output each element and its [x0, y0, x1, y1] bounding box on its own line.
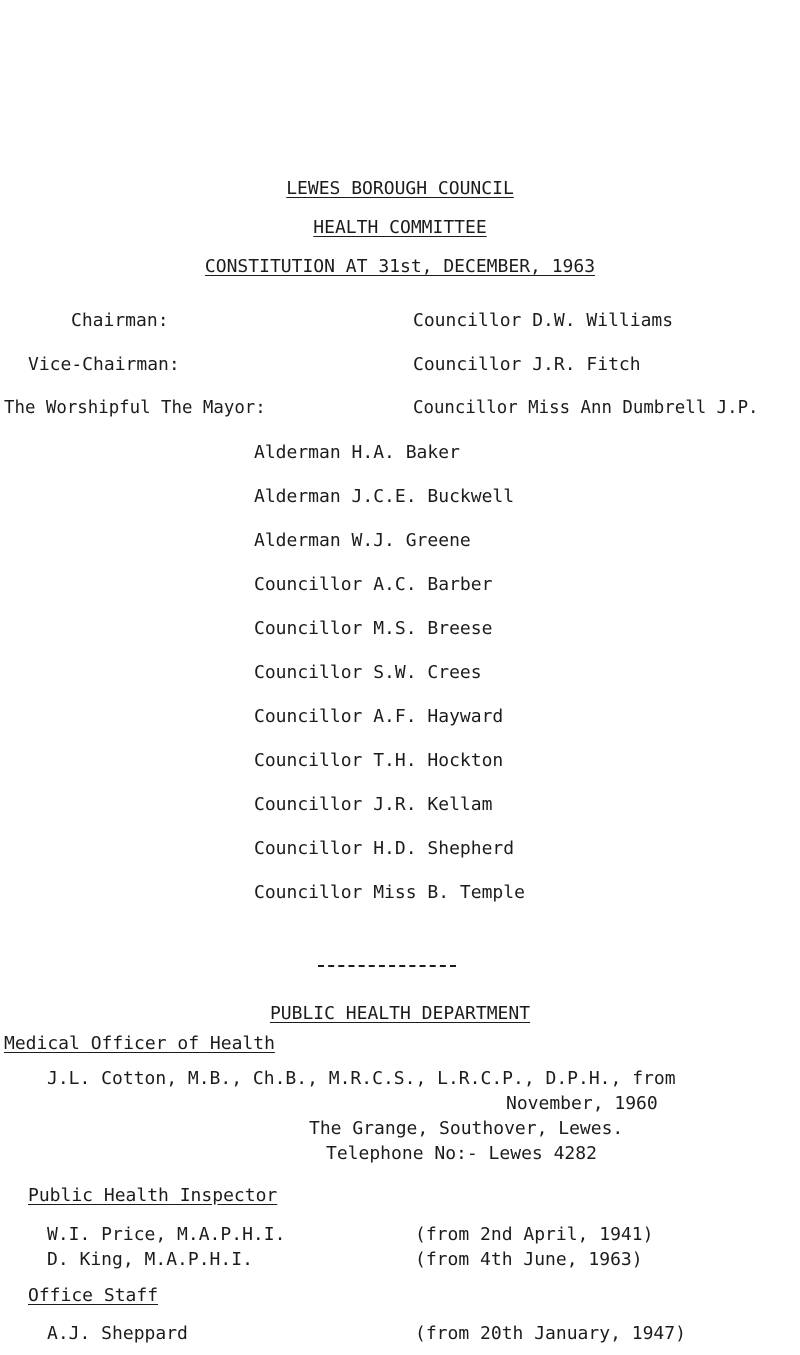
moh-heading: Medical Officer of Health [4, 1033, 275, 1054]
council-title: LEWES BOROUGH COUNCIL [286, 178, 514, 199]
constitution-date: CONSTITUTION AT 31st, DECEMBER, 1963 [204, 256, 596, 277]
member-item: Alderman W.J. Greene [254, 530, 471, 551]
member-item: Alderman H.A. Baker [254, 442, 460, 463]
mayor-name: Councillor Miss Ann Dumbrell J.P. [413, 398, 759, 418]
moh-address: The Grange, Southover, Lewes. [309, 1118, 624, 1139]
member-item: Councillor A.F. Hayward [254, 706, 504, 727]
moh-line-2: November, 1960 [506, 1093, 658, 1114]
member-item: Councillor A.C. Barber [254, 574, 493, 595]
chairman-role: Chairman: [71, 310, 169, 331]
vice-chairman-role: Vice-Chairman: [28, 354, 180, 375]
phi-name-1: W.I. Price, M.A.P.H.I. [47, 1224, 286, 1245]
phi-name-2: D. King, M.A.P.H.I. [47, 1249, 253, 1270]
member-item: Councillor Miss B. Temple [254, 882, 525, 903]
member-item: Councillor J.R. Kellam [254, 794, 493, 815]
section-divider [318, 965, 456, 967]
member-item: Councillor H.D. Shepherd [254, 838, 515, 859]
moh-line-1: J.L. Cotton, M.B., Ch.B., M.R.C.S., L.R.C.P., D.P.H., from [47, 1068, 676, 1089]
phi-heading: Public Health Inspector [28, 1185, 278, 1206]
committee-title: HEALTH COMMITTEE [313, 217, 487, 238]
staff-name: A.J. Sheppard [47, 1323, 188, 1344]
chairman-name: Councillor D.W. Williams [413, 310, 674, 331]
member-item: Councillor M.S. Breese [254, 618, 493, 639]
phi-from-1: (from 2nd April, 1941) [415, 1224, 654, 1245]
member-item: Councillor S.W. Crees [254, 662, 482, 683]
member-item: Alderman J.C.E. Buckwell [254, 486, 515, 507]
moh-telephone: Telephone No:- Lewes 4282 [326, 1143, 597, 1164]
staff-from: (from 20th January, 1947) [415, 1323, 686, 1344]
mayor-role: The Worshipful The Mayor: [4, 398, 266, 418]
department-title: PUBLIC HEALTH DEPARTMENT [269, 1003, 531, 1024]
vice-chairman-name: Councillor J.R. Fitch [413, 354, 641, 375]
member-item: Councillor T.H. Hockton [254, 750, 504, 771]
phi-from-2: (from 4th June, 1963) [415, 1249, 643, 1270]
staff-heading: Office Staff [28, 1285, 159, 1306]
